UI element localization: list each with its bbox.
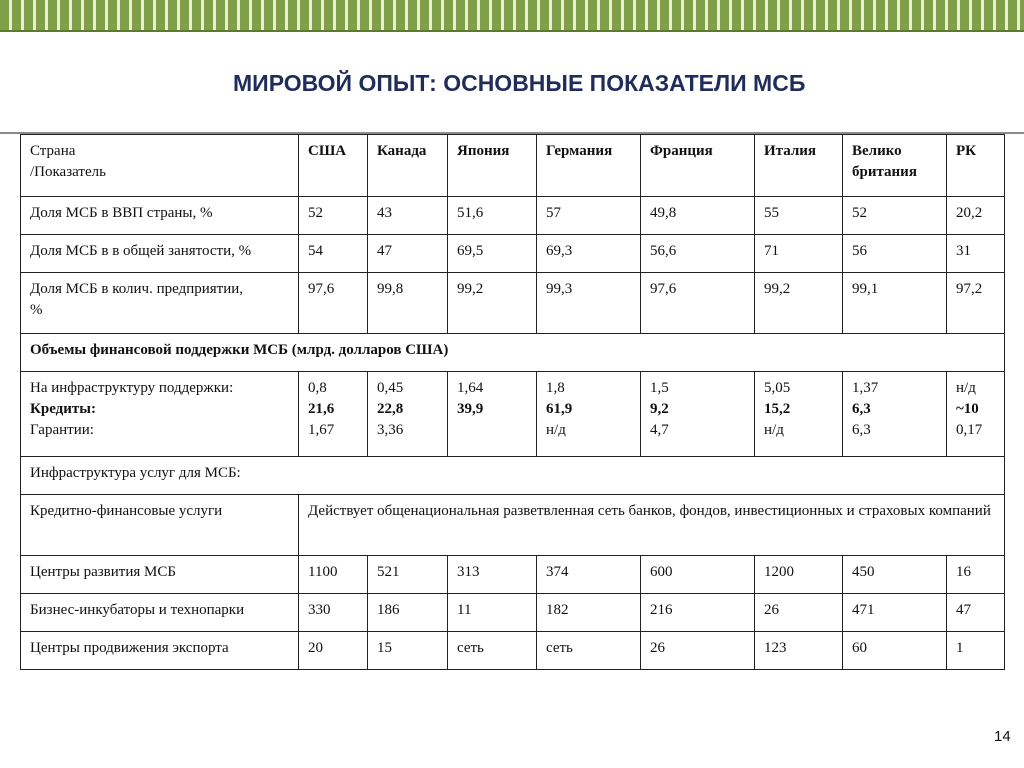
table-cell: 123 xyxy=(755,632,843,670)
value-credits: 6,3 xyxy=(852,401,871,417)
section-heading-finance: Объемы финансовой поддержки МСБ (млрд. долларов США) xyxy=(21,334,1005,372)
value-credits: ~10 xyxy=(956,401,979,417)
table-cell: 69,3 xyxy=(537,235,641,273)
row-label: Доля МСБ в ВВП страны, % xyxy=(21,197,299,235)
table-row-enterprise-share xyxy=(21,273,1005,334)
table-cell: 60 xyxy=(843,632,947,670)
table-cell: 47 xyxy=(368,235,448,273)
table-cell: 57 xyxy=(537,197,641,235)
finance-cell-usa xyxy=(299,372,368,457)
table-cell: сеть xyxy=(448,632,537,670)
table-cell: 182 xyxy=(537,594,641,632)
value-infrastructure: 0,45 xyxy=(377,380,404,396)
value-credits: 22,8 xyxy=(377,401,404,417)
value-credits: 15,2 xyxy=(764,401,791,417)
table-section-services xyxy=(21,457,1005,495)
header-canada: Канада xyxy=(368,135,448,197)
finance-cell-france xyxy=(641,372,755,457)
value-guarantees: 4,7 xyxy=(650,422,669,438)
finance-cell-japan xyxy=(448,372,537,457)
table-cell: 97,6 xyxy=(299,273,368,334)
table-cell: 97,2 xyxy=(947,273,1005,334)
table-cell: 56 xyxy=(843,235,947,273)
page-number: 14 xyxy=(994,728,1011,745)
value-infrastructure: 1,8 xyxy=(546,380,565,396)
value-credits: 21,6 xyxy=(308,401,335,417)
table-cell: 15 xyxy=(368,632,448,670)
table-cell: 186 xyxy=(368,594,448,632)
table-header-row xyxy=(21,135,1005,197)
header-label-country: Страна xyxy=(30,143,76,159)
table-row-incubators xyxy=(21,594,1005,632)
value-credits: 61,9 xyxy=(546,401,573,417)
row-label: Бизнес-инкубаторы и технопарки xyxy=(21,594,299,632)
header-uk-line1: Велико xyxy=(852,143,902,159)
label-guarantees: Гарантии: xyxy=(30,422,94,438)
finance-cell-canada xyxy=(368,372,448,457)
finance-cell-germany xyxy=(537,372,641,457)
header-label-cell xyxy=(21,135,299,197)
table-cell: 49,8 xyxy=(641,197,755,235)
table-cell: 600 xyxy=(641,556,755,594)
table-cell: 43 xyxy=(368,197,448,235)
table-cell: 313 xyxy=(448,556,537,594)
table-cell: 216 xyxy=(641,594,755,632)
table-cell: 26 xyxy=(641,632,755,670)
table-cell: 330 xyxy=(299,594,368,632)
header-japan: Япония xyxy=(448,135,537,197)
row-label: Кредитно-финансовые услуги xyxy=(21,495,299,556)
table-cell: 52 xyxy=(299,197,368,235)
value-guarantees: 1,67 xyxy=(308,422,335,438)
table-cell: 56,6 xyxy=(641,235,755,273)
row-label xyxy=(21,372,299,457)
table-row-export-centers xyxy=(21,632,1005,670)
table-cell: 20 xyxy=(299,632,368,670)
table-cell: 374 xyxy=(537,556,641,594)
table-cell: 55 xyxy=(755,197,843,235)
label-credits: Кредиты: xyxy=(30,401,96,417)
table-section-finance xyxy=(21,334,1005,372)
finance-cell-rk xyxy=(947,372,1005,457)
table-cell: 99,2 xyxy=(448,273,537,334)
header-rk: РК xyxy=(947,135,1005,197)
table-cell: 1100 xyxy=(299,556,368,594)
value-credits: 39,9 xyxy=(457,401,484,417)
table-cell: 450 xyxy=(843,556,947,594)
row-label-line1: Доля МСБ в колич. предприятии, xyxy=(30,281,244,297)
table-cell: 47 xyxy=(947,594,1005,632)
value-infrastructure: 0,8 xyxy=(308,380,327,396)
decorative-stripe-edge xyxy=(0,30,1024,32)
table-row-employment-share xyxy=(21,235,1005,273)
table-cell: 51,6 xyxy=(448,197,537,235)
table-cell: 521 xyxy=(368,556,448,594)
value-guarantees: н/д xyxy=(764,422,784,438)
header-label-indicator: /Показатель xyxy=(30,164,106,180)
table-cell: 471 xyxy=(843,594,947,632)
label-infrastructure: На инфраструктуру поддержки: xyxy=(30,380,234,396)
table-cell: 99,8 xyxy=(368,273,448,334)
value-infrastructure: 5,05 xyxy=(764,380,791,396)
header-usa: США xyxy=(299,135,368,197)
section-heading-services: Инфраструктура услуг для МСБ: xyxy=(21,457,1005,495)
table-cell: 97,6 xyxy=(641,273,755,334)
header-france: Франция xyxy=(641,135,755,197)
row-label: Центры продвижения экспорта xyxy=(21,632,299,670)
table-cell: 1200 xyxy=(755,556,843,594)
row-label-line2: % xyxy=(30,302,43,318)
value-credits: 9,2 xyxy=(650,401,669,417)
value-guarantees: 3,36 xyxy=(377,422,404,438)
header-uk xyxy=(843,135,947,197)
credit-services-description: Действует общенациональная разветвленная сеть банков, фондов, инвестиционных и страховых компаний xyxy=(299,495,1005,556)
table-row-gdp-share xyxy=(21,197,1005,235)
header-italy: Италия xyxy=(755,135,843,197)
value-infrastructure: 1,37 xyxy=(852,380,879,396)
value-guarantees: 0,17 xyxy=(956,422,983,438)
table-cell: 16 xyxy=(947,556,1005,594)
row-label: Доля МСБ в в общей занятости, % xyxy=(21,235,299,273)
table-cell: 99,1 xyxy=(843,273,947,334)
table-cell: 11 xyxy=(448,594,537,632)
value-guarantees: 6,3 xyxy=(852,422,871,438)
slide-title: МИРОВОЙ ОПЫТ: ОСНОВНЫЕ ПОКАЗАТЕЛИ МСБ xyxy=(233,70,806,96)
row-label xyxy=(21,273,299,334)
table-cell: 71 xyxy=(755,235,843,273)
table-cell: 52 xyxy=(843,197,947,235)
table-cell: 69,5 xyxy=(448,235,537,273)
value-guarantees: н/д xyxy=(546,422,566,438)
table-cell: 20,2 xyxy=(947,197,1005,235)
value-infrastructure: 1,5 xyxy=(650,380,669,396)
table-cell: 54 xyxy=(299,235,368,273)
table-row-finance-support xyxy=(21,372,1005,457)
table-cell: 99,3 xyxy=(537,273,641,334)
sme-indicators-table xyxy=(20,134,1005,670)
row-label: Центры развития МСБ xyxy=(21,556,299,594)
value-infrastructure: н/д xyxy=(956,380,976,396)
table-cell: 99,2 xyxy=(755,273,843,334)
table-cell: 26 xyxy=(755,594,843,632)
value-infrastructure: 1,64 xyxy=(457,380,484,396)
table-cell: сеть xyxy=(537,632,641,670)
table-row-credit-services xyxy=(21,495,1005,556)
table-cell: 1 xyxy=(947,632,1005,670)
header-germany: Германия xyxy=(537,135,641,197)
finance-cell-uk xyxy=(843,372,947,457)
header-uk-line2: британия xyxy=(852,164,917,180)
table-row-development-centers xyxy=(21,556,1005,594)
finance-cell-italy xyxy=(755,372,843,457)
table-cell: 31 xyxy=(947,235,1005,273)
decorative-top-stripes xyxy=(0,0,1024,30)
